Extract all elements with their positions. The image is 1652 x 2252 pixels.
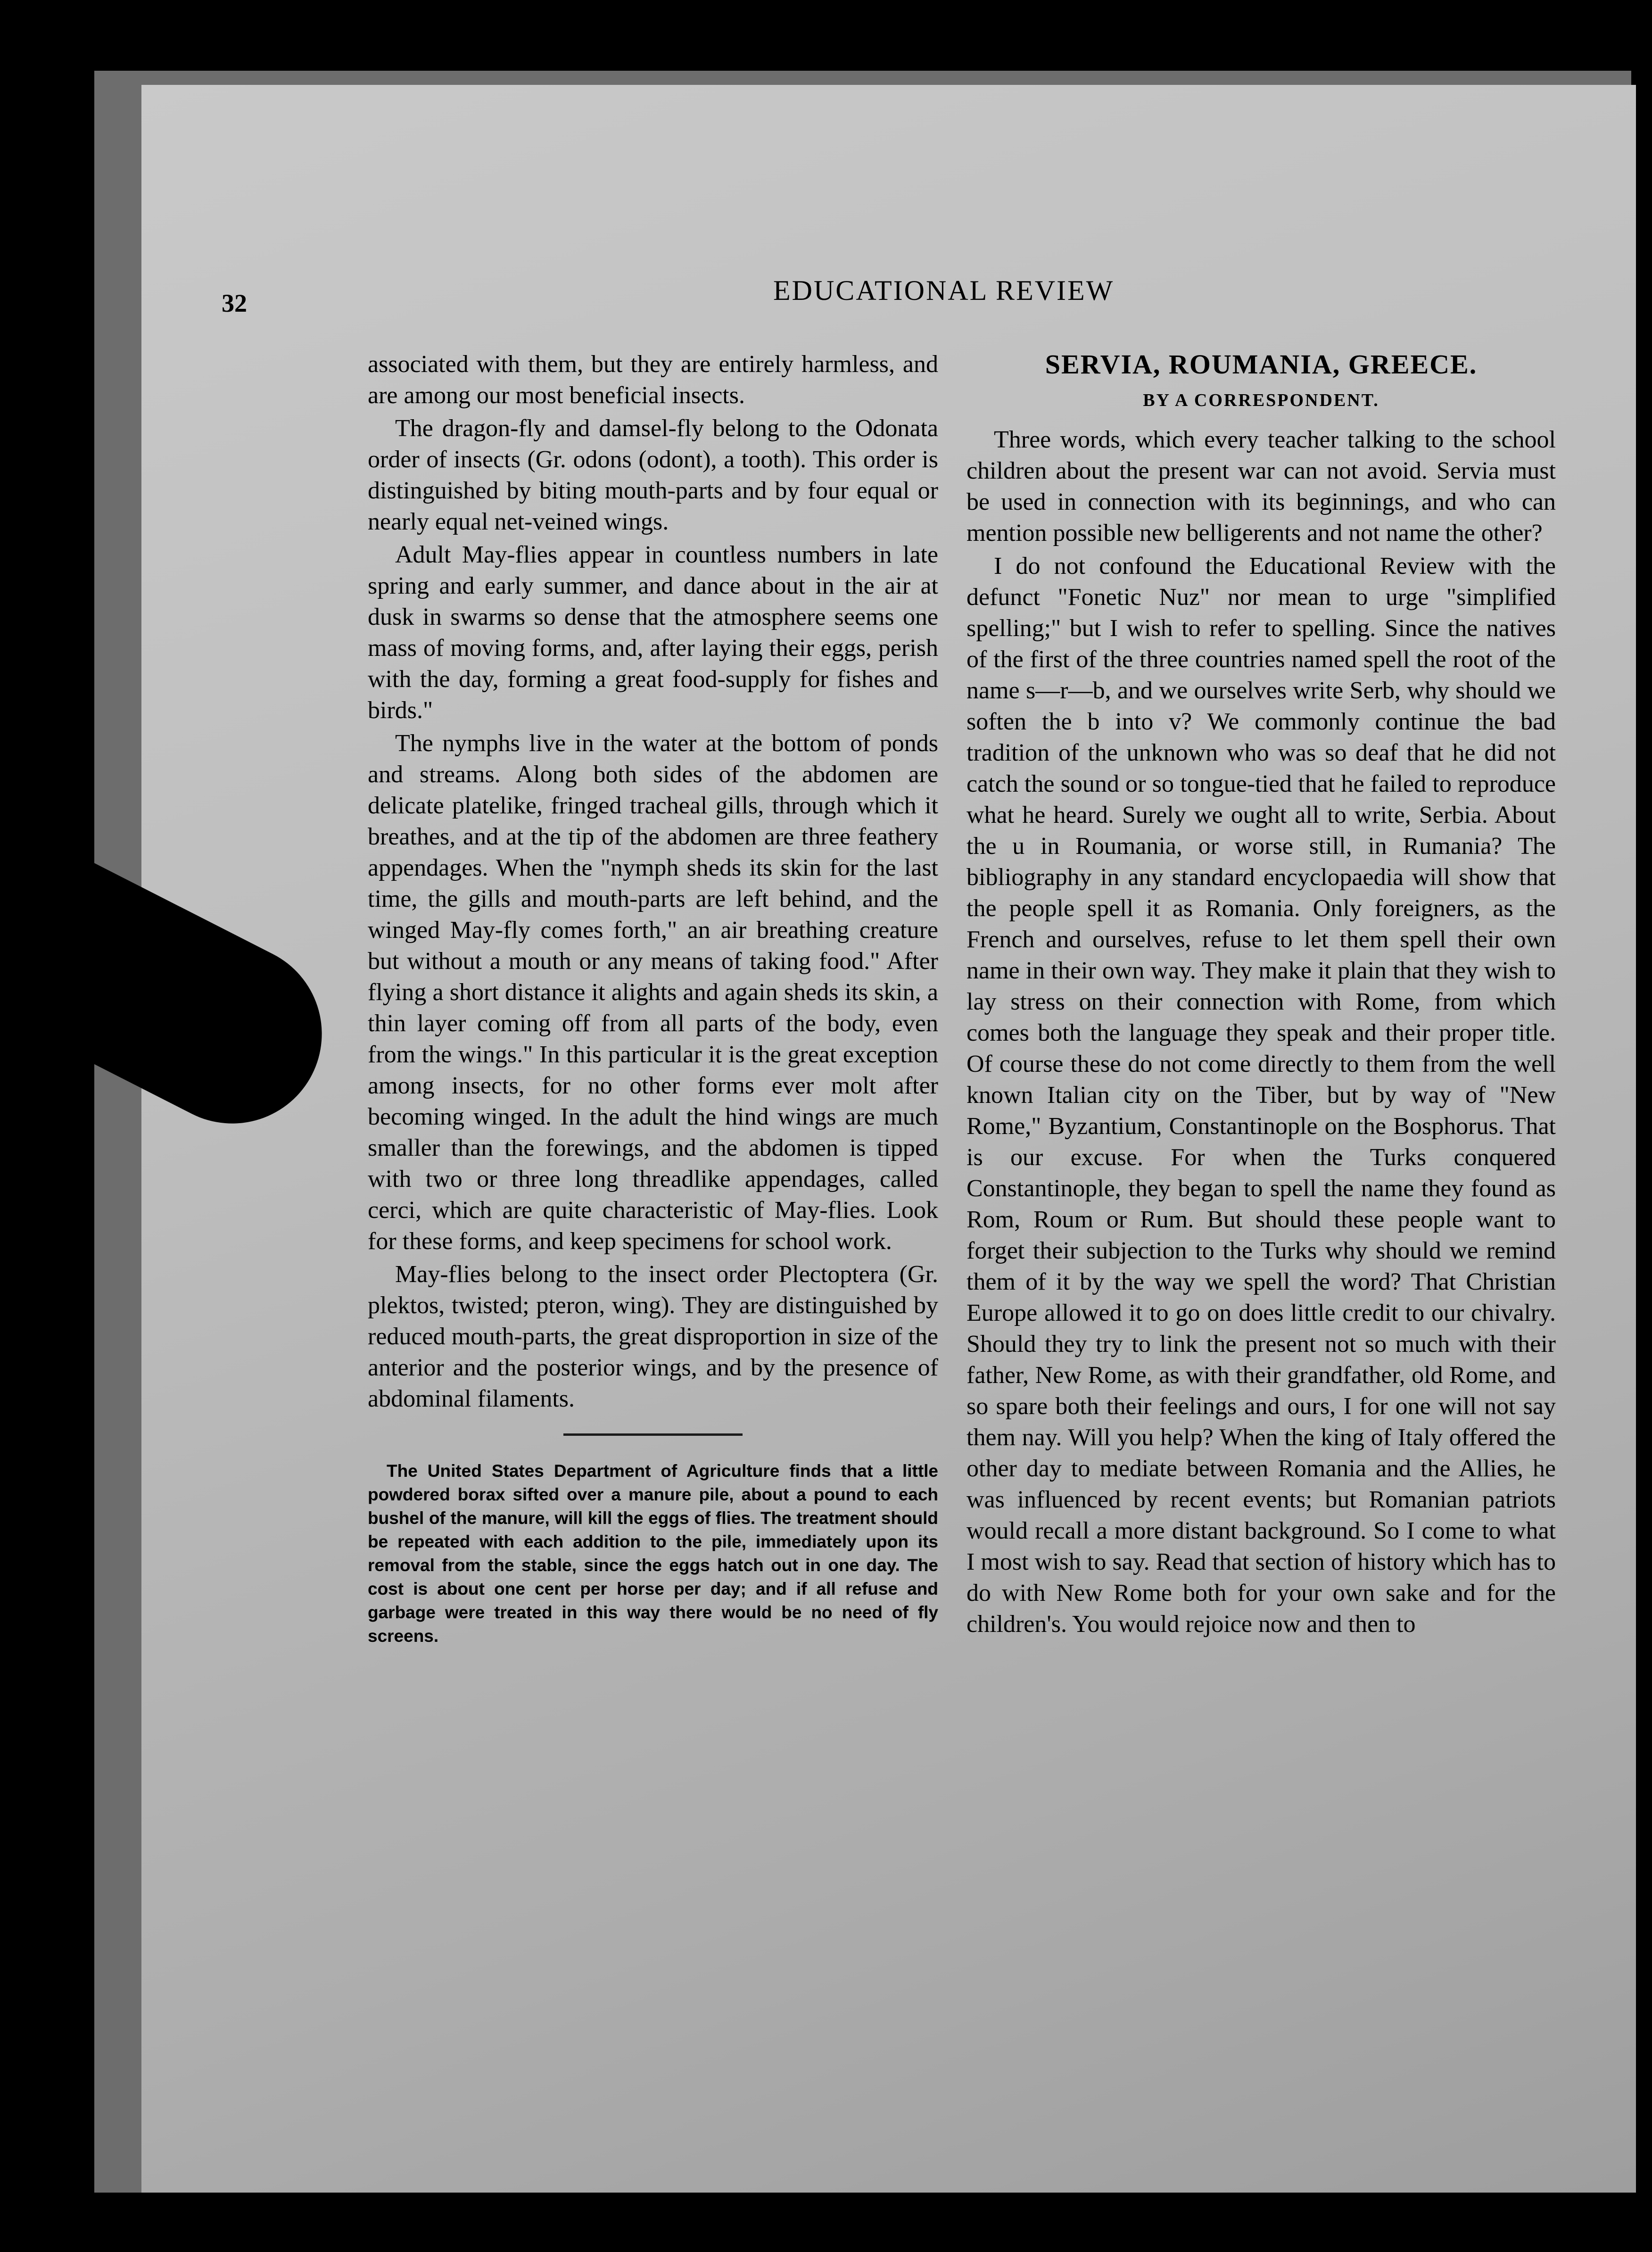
left-column	[368, 349, 938, 1648]
paragraph: I do not confound the Educational Review with the defunct "Fonetic Nuz" nor mean to urge "simplified spelling;" but I wish to refer to spelling. Since the natives of the first of the three countries named spell the root of the name s—r—b, and we ourselves write Serb, why should we soften the b into v? We commonly continue the bad tradition of the unknown who was so deaf that he did not catch the sound or so tongue-tied that he failed to reproduce what he heard. Surely we ought all to write, Serbia. About the u in Roumania, or worse still, in Rumania? The bibliography in any standard encyclopaedia will show that the people spell it as Romania. Only foreigners, as the French and ourselves, refuse to let them spell their own name in their own way. They make it plain that they wish to lay stress on their connection with Rome, from which comes both the language they speak and their proper title. Of course these do not come directly to them from the well known Italian city on the Tiber, but by way of "New Rome," Byzantium, Constantinople on the Bosphorus. That is our excuse. For when the Turks conquered Constantinople, they began to spell the name they found as Rom, Roum or Rum. But should these people want to forget their subjection to the Turks why should we remind them of it by the way we spell the word? That Christian Europe allowed it to go on does little credit to our chivalry. Should they try to link the present not so much with their father, New Rome, as with their grandfather, old Rome, and so spare both their feelings and ours, I for one will not say them nay. Will you help? When the king of Italy offered the other day to mediate between Romania and the Allies, he was influenced by recent events; but Romanian patriots would recall a more distant background. So I come to what I most wish to say. Read that section of history which has to do with New Rome both for your own sake and for the children's. You would rejoice now and then to	[966, 553, 1556, 1638]
paragraph: The dragon-fly and damsel-fly belong to the Odonata order of insects (Gr. odons (odont), a tooth). This order is distinguished by biting mouth-parts and by four equal or nearly equal net-veined wings.	[368, 415, 938, 535]
page-number: 32	[222, 289, 247, 317]
right-column	[966, 349, 1556, 1642]
article-title: SERVIA, ROUMANIA, GREECE.	[1045, 349, 1478, 380]
footnote	[368, 1459, 938, 1648]
footnote-text: The United States Department of Agriculture finds that a little powdered borax sifted over a manure pile, about a pound to each bushel of the manure, will kill the eggs of flies. The treatment should be repeated with each addition to the pile, immediately upon its removal from the stable, since the eggs hatch out in one day. The cost is about one cent per horse per day; and if all refuse and garbage were treated in this way there would be no need of fly screens.	[368, 1461, 938, 1646]
byline: BY A CORRESPONDENT.	[1143, 390, 1379, 410]
paragraph: May-flies belong to the insect order Plectoptera (Gr. plektos, twisted; pteron, wing). They are distinguished by reduced mouth-parts, the great disproportion in size of the anterior and the posterior wings, and by the presence of abdominal filaments.	[368, 1261, 938, 1412]
running-head: EDUCATIONAL REVIEW	[773, 275, 1115, 306]
section-divider	[563, 1433, 743, 1436]
paragraph: Three words, which every teacher talking to the school children about the present war can not avoid. Servia must be used in connection with its beginnings, and who can mention possible new belligerents and not name the other?	[966, 426, 1556, 546]
paragraph: associated with them, but they are entirely harmless, and are among our most beneficial insects.	[368, 351, 938, 409]
paragraph: Adult May-flies appear in countless numbers in late spring and early summer, and dance about in the air at dusk in swarms so dense that the atmosphere seems one mass of moving forms, and, after laying their eggs, perish with the day, forming a great food-supply for fishes and birds."	[368, 541, 938, 724]
paragraph: The nymphs live in the water at the bottom of ponds and streams. Along both sides of the abdomen are delicate platelike, fringed tracheal gills, through which it breathes, and at the tip of the abdomen are three feathery appendages. When the "nymph sheds its skin for the last time, the gills and mouth-parts are left behind, and the winged May-fly comes forth," an air breathing creature but without a mouth or any means of taking food." After flying a short distance it alights and again sheds its skin, a thin layer coming off from all parts of the body, even from the wings." In this particular it is the great exception among insects, for no other forms ever molt after becoming winged. In the adult the hind wings are much smaller than the forewings, and the abdomen is tipped with two or three long threadlike appendages, called cerci, which are quite characteristic of May-flies. Look for these forms, and keep specimens for school work.	[368, 730, 938, 1255]
